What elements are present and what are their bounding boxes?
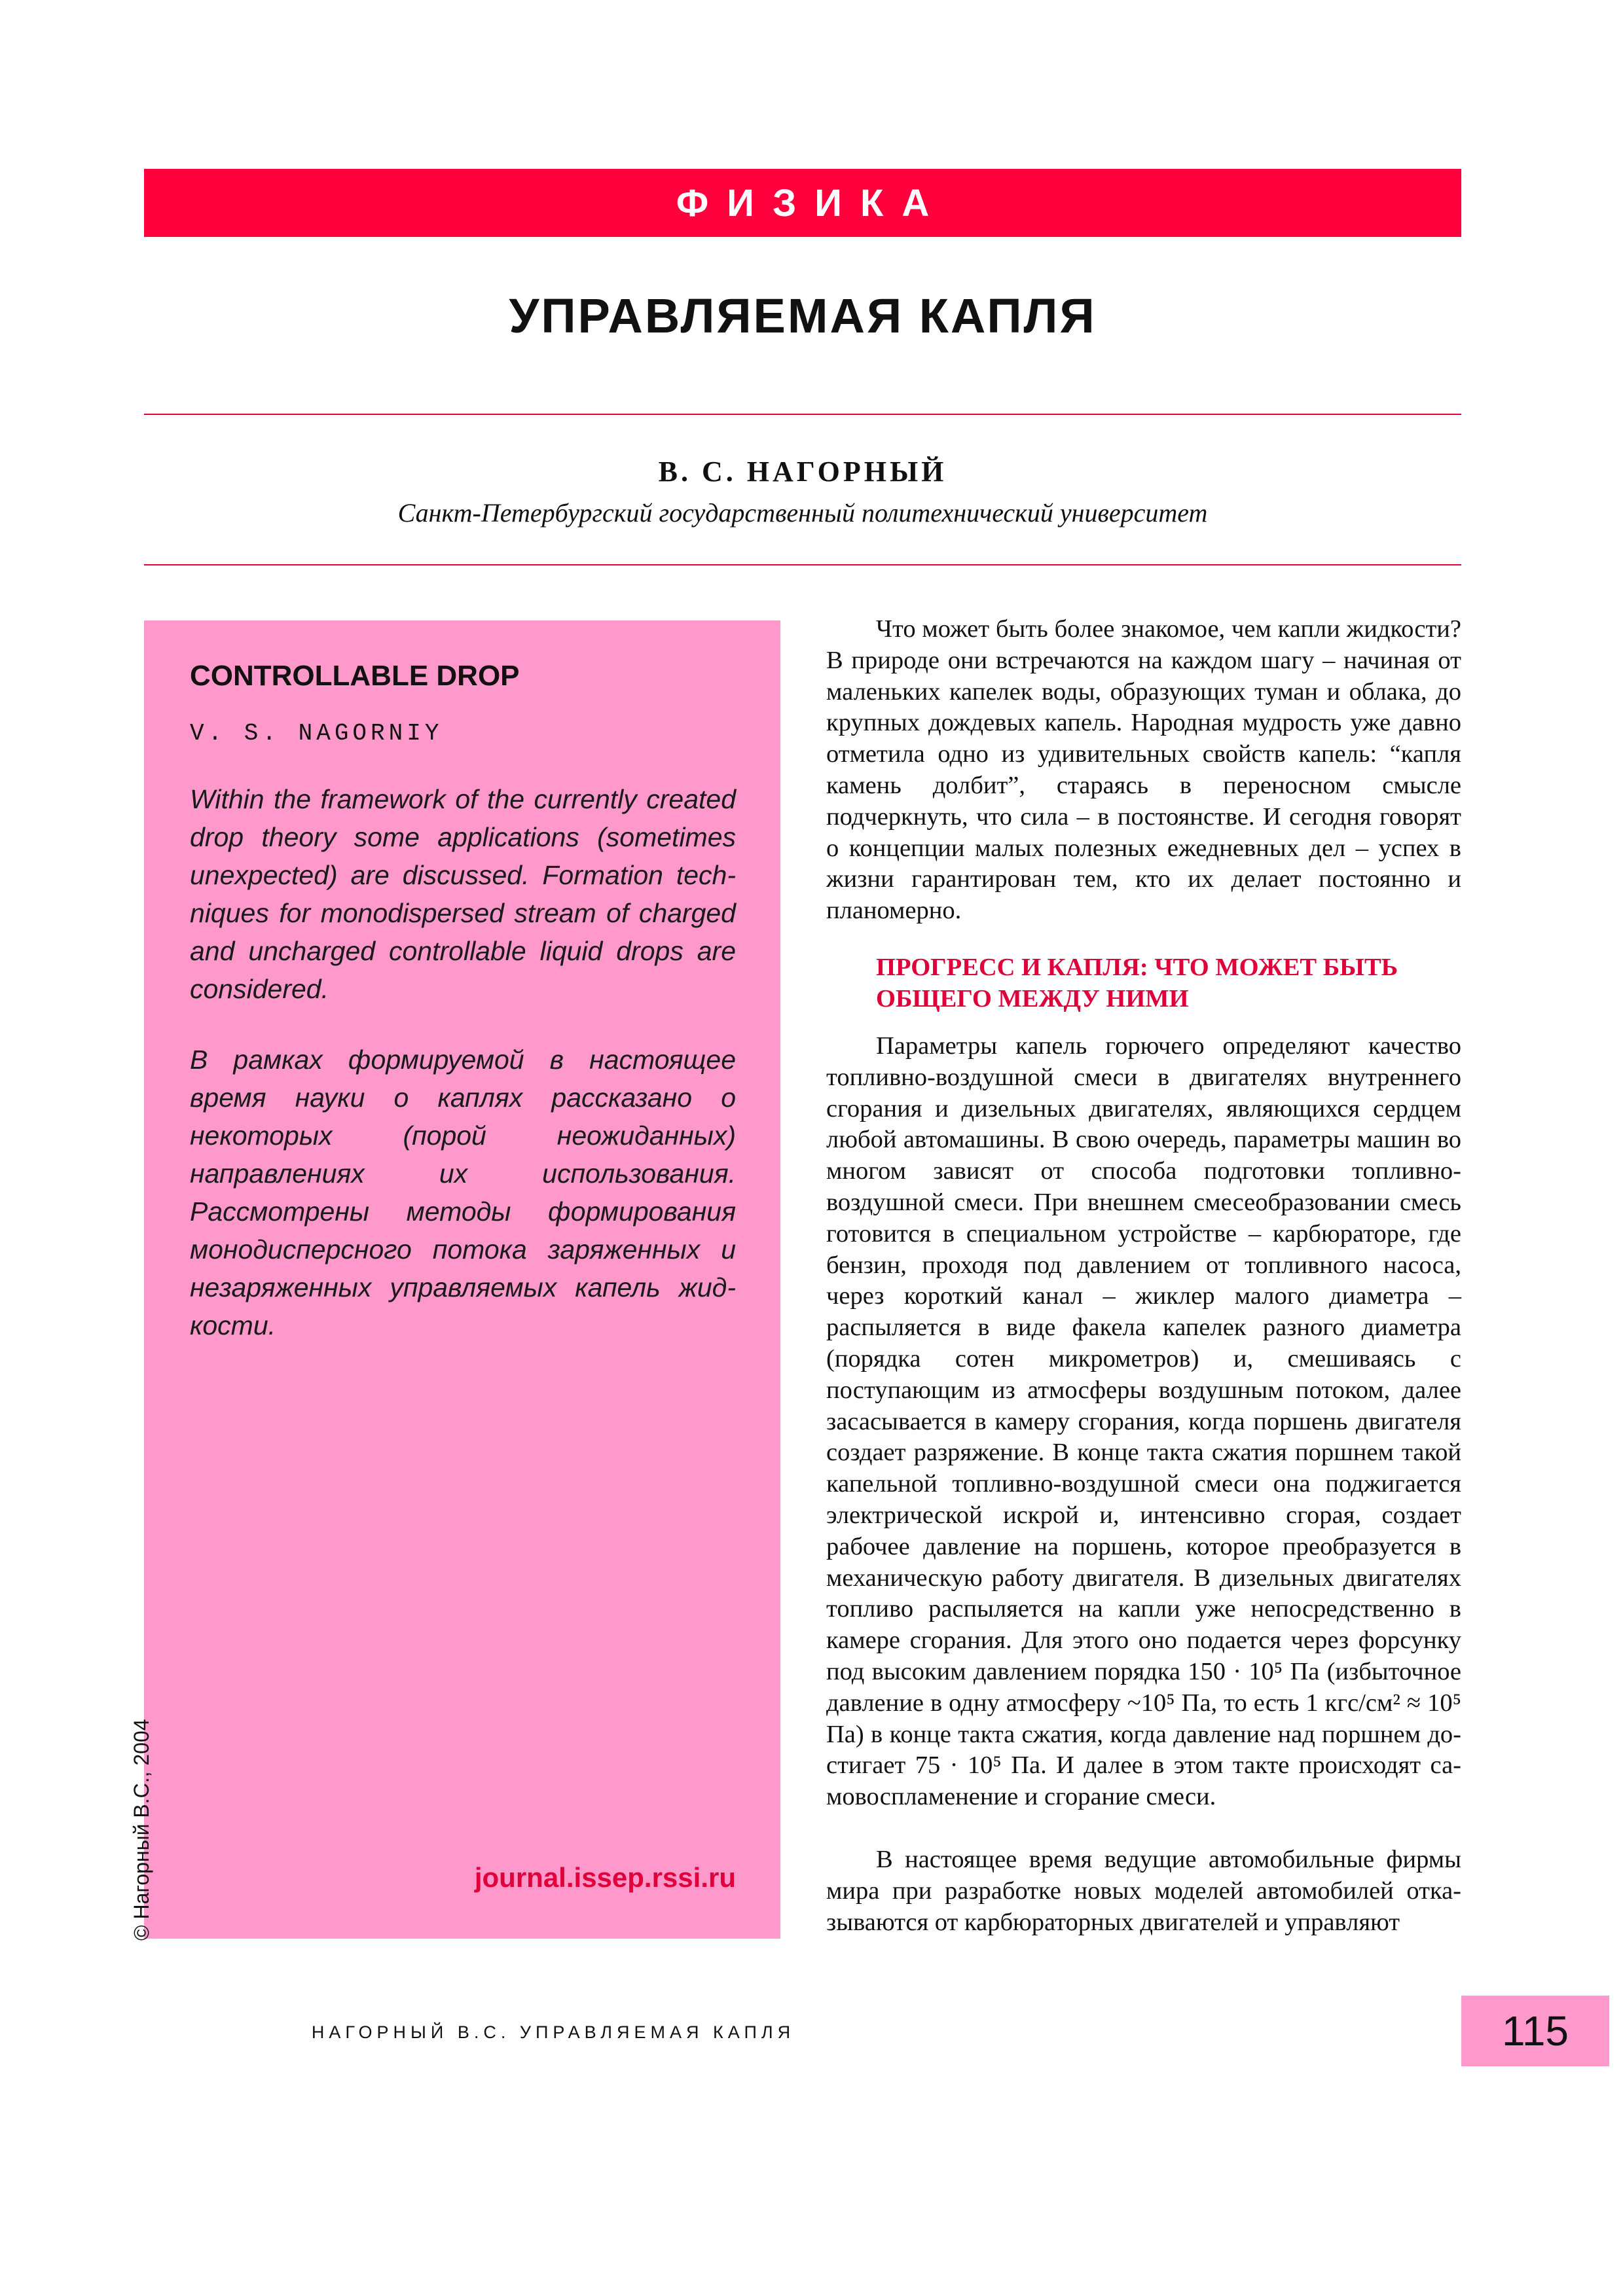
section-heading: ПРОГРЕСС И КАПЛЯ: ЧТО МОЖЕТ БЫТЬ ОБЩЕГО МЕЖДУ НИМИ <box>876 954 1398 1013</box>
copyright-notice: © Нагорный В.С., 2004 <box>130 1719 153 1941</box>
abstract-english: Within the framework of the currently created drop theory some applications (sometimes unexpected) are discussed. Formation techniques for monodispersed stream of charged and uncharged controllable liquid drops are considered. <box>190 784 736 1004</box>
english-title: CONTROLLABLE DROP <box>190 660 520 692</box>
article-title: УПРАВЛЯЕМАЯ КАПЛЯ <box>509 289 1097 343</box>
author-name: В. С. НАГОРНЫЙ <box>658 456 947 488</box>
abstract-russian: В рамках формируемой в настоящее время науки о каплях рассказано о некоторых (порой неожиданных) направлениях их использования. Рассмотрены методы формирования монодисперсного потока заряженных и незаряженных управляемых капель жидкости. <box>190 1045 736 1340</box>
top-divider <box>144 414 1461 415</box>
section-label: ФИЗИКА <box>676 181 948 224</box>
author-affiliation: Санкт-Петербургский государственный политехнический университет <box>397 498 1208 528</box>
body-paragraph-2: Параметры капель горючего определяют качество топливно-воздушной смеси в двигателях внутреннего сгорания и дизельных двигателях, являющихся сердцем любой автомашины. В свою очередь, параметры машин во многом зависят от способа подготовки топливно-воздушной смеси. При внешнем смесеобразовании смесь готовится в специальном устройстве – карбюраторе, где бензин, проходя под давлением от топливного насоса, через короткий канал – жиклер малого диаметра – распыляется в виде факела капелек разного диаметра (порядка сотен микрометров) и, смешиваясь с поступающим из атмосферы воздушным потоком, далее засасывается в камеру сгорания, когда поршень двигателя создает разряжение. В конце такта сжатия поршнем такой капельной топливно-воздушной смеси она поджигается электрической искрой и, интенсивно сгорая, создает рабочее давление на поршень, которое преобразуется в механическую работу двигателя. В дизельных двигателях топливо распыляется на капли уже непосредственно в камере сгорания. Для этого оно подается через форсунку под высоким давлением порядка 150 · 10⁵ Па (избыточное давление в одну атмосферу ~10⁵ Па, то есть 1 кгс/см² ≈ 10⁵ Па) в конце такта сжатия, когда давление над поршнем достигает 75 · 10⁵ Па. И далее в этом такте происходят самовоспламенение и сгорание смеси. <box>826 1032 1461 1811</box>
running-footer: НАГОРНЫЙ В.С. УПРАВЛЯЕМАЯ КАПЛЯ <box>311 2022 795 2042</box>
bottom-divider <box>144 564 1461 565</box>
body-paragraph-3: В настоящее время ведущие автомобильные фирмы мира при разработке новых моделей автомобилей отказываются от карбюраторных двигателей и управляют <box>826 1846 1461 1936</box>
page-number: 115 <box>1501 2007 1569 2054</box>
body-paragraph-1: Что может быть более знакомое, чем капли жидкости? В природе они встречаются на каждом шагу – начиная от маленьких капелек воды, образующих туман и облака, до крупных дождевых капель. Народная мудрость уже давно отметила одно из удивительных свойств капель: “капля камень долбит”, стараясь в переносном смысле подчеркнуть, что сила – в постоянстве. И сегодня говорят о концепции малых полезных ежедневных дел – успех в жизни гарантирован тем, кто их делает постоянно и планомерно. <box>826 615 1461 925</box>
page-number-box <box>1461 1996 1609 2066</box>
journal-website-link[interactable]: journal.issep.rssi.ru <box>474 1862 736 1893</box>
english-author: V. S. NAGORNIY <box>190 720 443 747</box>
section-banner <box>144 169 1461 237</box>
